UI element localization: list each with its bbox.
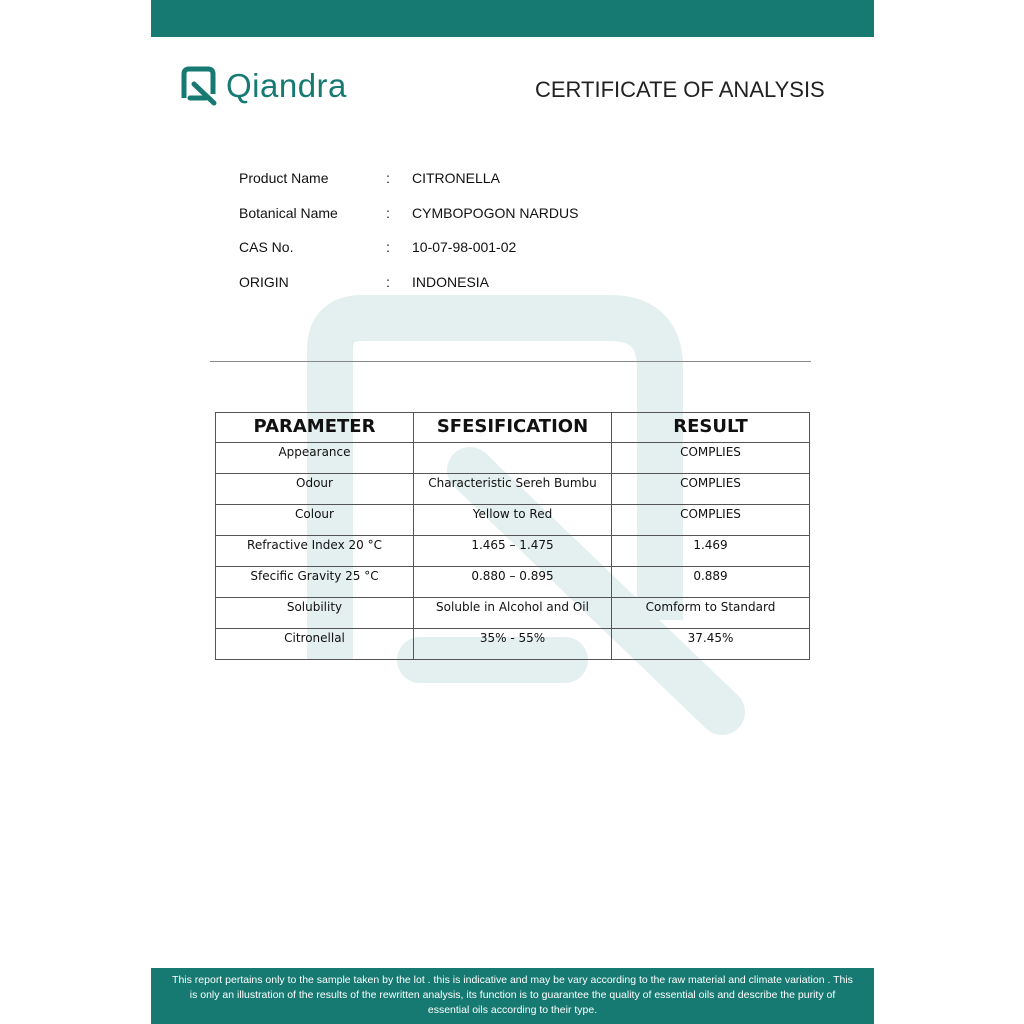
footer-disclaimer: This report pertains only to the sample taken by the lot . this is indicative and may be vary according to the raw material and climate variation . This is only an illustration of the results of the rewritten analysis, its function is to guarantee the quality of essential oils and describe the purity of essential oils according to their type.	[151, 968, 874, 1024]
cell-specification: Characteristic Sereh Bumbu	[414, 474, 612, 505]
info-label: ORIGIN	[239, 273, 289, 290]
table-header-row	[216, 413, 810, 443]
brand-name: Qiandra	[226, 67, 347, 104]
info-colon: :	[386, 170, 390, 186]
cell-result: 37.45%	[612, 629, 810, 660]
table-row	[216, 629, 810, 660]
table-row	[216, 567, 810, 598]
cell-parameter: Colour	[216, 505, 414, 536]
info-label: CAS No.	[239, 239, 294, 255]
cell-result: COMPLIES	[612, 474, 810, 505]
cell-result: 1.469	[612, 536, 810, 567]
info-colon: :	[386, 204, 390, 221]
table-row	[216, 474, 810, 505]
cell-result: COMPLIES	[612, 443, 810, 474]
cell-specification: Soluble in Alcohol and Oil	[414, 598, 612, 629]
info-value: CITRONELLA	[412, 170, 500, 186]
cell-parameter: Appearance	[216, 443, 414, 474]
table-row	[216, 536, 810, 567]
info-value: CYMBOPOGON NARDUS	[412, 204, 579, 221]
cell-specification: 35% - 55%	[414, 629, 612, 660]
cell-parameter: Odour	[216, 474, 414, 505]
info-row	[239, 170, 578, 205]
info-label: Product Name	[239, 170, 329, 186]
table-row	[216, 443, 810, 474]
qiandra-logo-icon	[180, 66, 218, 106]
header-result: RESULT	[612, 413, 810, 443]
cell-specification	[414, 443, 612, 474]
cell-parameter: Solubility	[216, 598, 414, 629]
cell-parameter: Refractive Index 20 °C	[216, 536, 414, 567]
info-colon: :	[386, 273, 390, 290]
cell-result: Comform to Standard	[612, 598, 810, 629]
table-row	[216, 598, 810, 629]
cell-specification: 1.465 – 1.475	[414, 536, 612, 567]
info-value: INDONESIA	[412, 273, 490, 290]
info-colon: :	[386, 239, 390, 255]
divider	[210, 361, 811, 362]
info-row	[239, 205, 578, 240]
cell-result: COMPLIES	[612, 505, 810, 536]
header-specification: SFESIFICATION	[414, 413, 612, 443]
header-parameter: PARAMETER	[216, 413, 414, 443]
info-value: 10-07-98-001-02	[412, 239, 517, 255]
info-row	[239, 274, 578, 309]
cell-parameter: Citronellal	[216, 629, 414, 660]
info-label: Botanical Name	[239, 204, 338, 221]
product-info	[239, 170, 578, 308]
brand-logo	[180, 66, 347, 106]
cell-specification: 0.880 – 0.895	[414, 567, 612, 598]
cell-parameter: Sfecific Gravity 25 °C	[216, 567, 414, 598]
analysis-table	[215, 412, 810, 660]
table-row	[216, 505, 810, 536]
cell-result: 0.889	[612, 567, 810, 598]
info-row	[239, 239, 578, 274]
cell-specification: Yellow to Red	[414, 505, 612, 536]
document-title: CERTIFICATE OF ANALYSIS	[535, 77, 825, 102]
